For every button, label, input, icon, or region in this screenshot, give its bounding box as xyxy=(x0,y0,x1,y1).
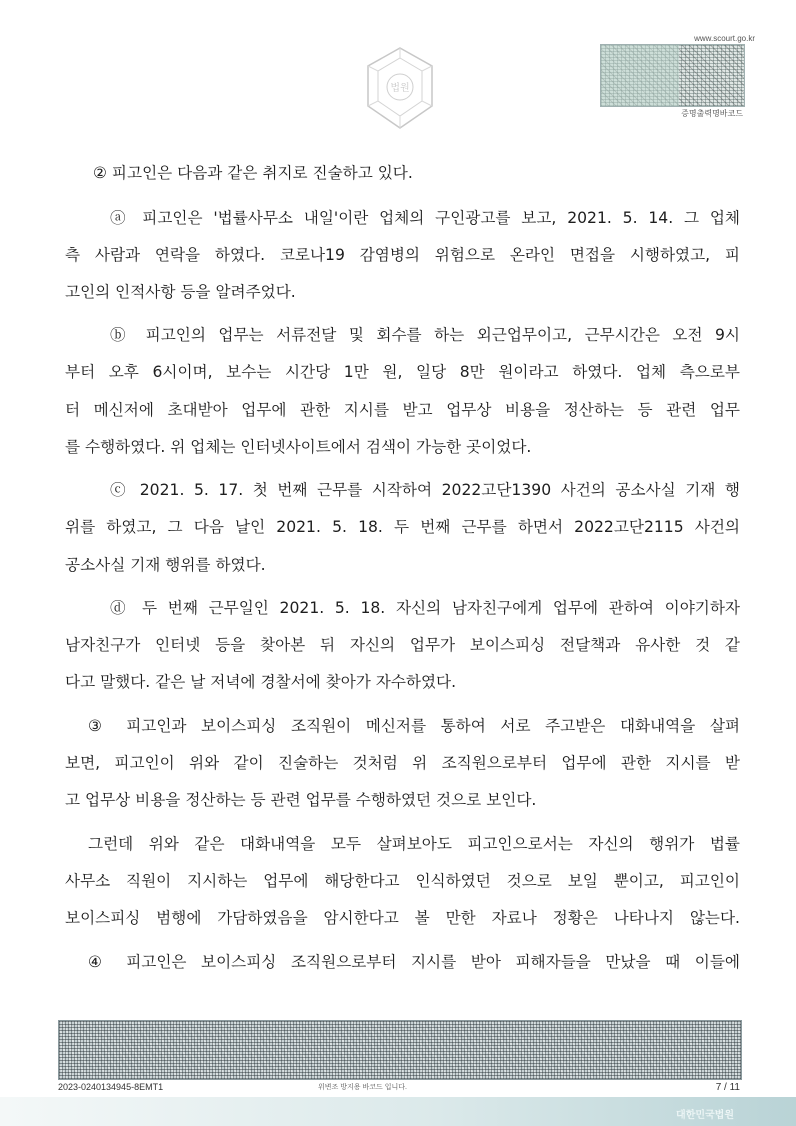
barcode-caption: 증명출력명바코드 xyxy=(681,109,743,118)
court-brand: 대한민국법원 xyxy=(676,1110,734,1121)
bottom-band xyxy=(0,1097,796,1126)
barcode-label-strip xyxy=(601,45,679,106)
text-line: ③ 피고인과 보이스피싱 조직원이 메신저를 통하여 서로 주고받은 대화내역을 살펴 xyxy=(88,717,740,735)
text-line: 터 메신저에 초대받아 업무에 관한 지시를 받고 업무상 비용을 정산하는 등 관련 업무 xyxy=(65,401,740,419)
document-id: 2023-0240134945-8EMT1 xyxy=(58,1082,164,1092)
text-line: ⓐ 피고인은 '법률사무소 내일'이란 업체의 구인광고를 보고, 2021. 5. 14. 그 업체 xyxy=(110,209,740,227)
text-line: ⓑ 피고인의 업무는 서류전달 및 회수를 하는 외근업무이고, 근무시간은 오전 9시 xyxy=(110,326,740,344)
page-footer xyxy=(58,1082,740,1094)
court-url: www.scourt.go.kr xyxy=(694,34,755,43)
text-line: 고 업무상 비용을 정산하는 등 관련 업무를 수행하였던 것으로 보인다. xyxy=(65,791,537,809)
text-line: 보면, 피고인이 위와 같이 진술하는 것처럼 위 조직원으로부터 업무에 관한 지시를 받 xyxy=(65,754,740,772)
text-line: 를 수행하였다. 위 업체는 인터넷사이트에서 검색이 가능한 곳이었다. xyxy=(65,438,532,456)
text-line: 부터 오후 6시이며, 보수는 시간당 1만 원, 일당 8만 원이라고 하였다. 업체 측으로부 xyxy=(65,363,740,381)
text-line: 그런데 위와 같은 대화내역을 모두 살펴보아도 피고인으로서는 자신의 행위가 법률 xyxy=(88,835,740,853)
text-line: 보이스피싱 범행에 가담하였음을 암시한다고 볼 만한 자료나 정황은 나타나지 않는다. xyxy=(65,909,740,927)
text-line: ④ 피고인은 보이스피싱 조직원으로부터 지시를 받아 피해자들을 만났을 때 이들에 xyxy=(88,953,740,971)
anti-forgery-barcode xyxy=(58,1020,742,1080)
text-line: ⓒ 2021. 5. 17. 첫 번째 근무를 시작하여 2022고단1390 사건의 공소사실 기재 행 xyxy=(110,481,740,499)
page-number: 7 / 11 xyxy=(715,1082,740,1093)
text-line: 고인의 인적사항 등을 알려주었다. xyxy=(65,283,296,301)
text-line: 다고 말했다. 같은 날 저녁에 경찰서에 찾아가 자수하였다. xyxy=(65,673,457,691)
text-line: 측 사람과 연락을 하였다. 코로나19 감염병의 위험으로 온라인 면접을 시행하였고, 피 xyxy=(65,246,740,264)
text-line: 사무소 직원이 지시하는 업무에 해당한다고 인식하였던 것으로 보일 뿐이고, 피고인이 xyxy=(65,872,740,890)
text-line: ② 피고인은 다음과 같은 취지로 진술하고 있다. xyxy=(93,164,413,182)
text-line: ⓓ 두 번째 근무일인 2021. 5. 18. 자신의 남자친구에게 업무에 관하여 이야기하자 xyxy=(110,599,740,617)
barcode-note: 위변조 방지용 바코드 입니다. xyxy=(318,1084,407,1091)
text-line: 남자친구가 인터넷 등을 찾아본 뒤 자신의 업무가 보이스피싱 전달책과 유사한 것 같 xyxy=(65,636,740,654)
text-line: 위를 하였고, 그 다음 날인 2021. 5. 18. 두 번째 근무를 하면서 2022고단2115 사건의 xyxy=(65,518,740,536)
issuance-barcode xyxy=(600,44,745,107)
text-line: 공소사실 기재 행위를 하였다. xyxy=(65,556,266,574)
court-seal-icon xyxy=(360,44,440,132)
seal-text: 법원 xyxy=(390,83,410,94)
